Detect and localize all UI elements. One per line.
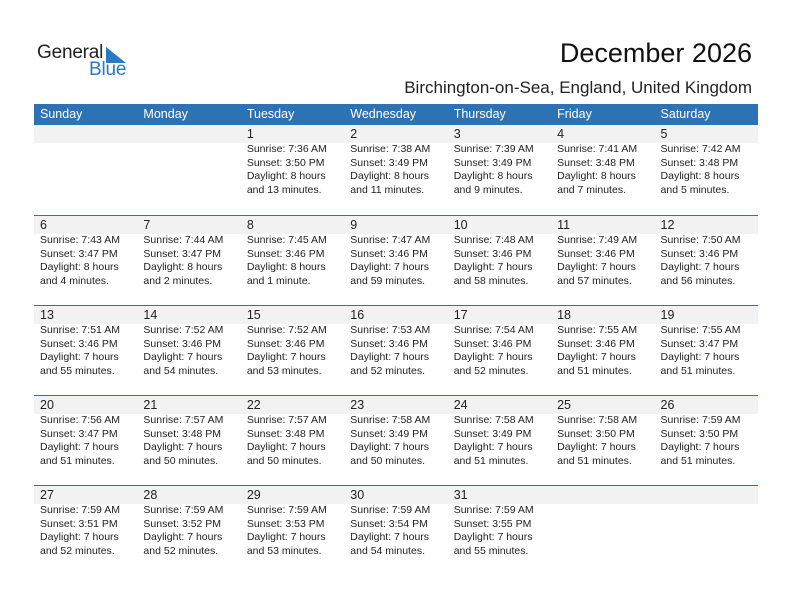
sunrise-text: Sunrise: 7:50 AM xyxy=(660,234,741,246)
daylight-minutes-text: and 50 minutes. xyxy=(350,454,425,467)
day-cell xyxy=(137,486,240,558)
day-cell xyxy=(34,216,137,288)
daylight-text: Daylight: 7 hours xyxy=(40,351,119,364)
sunrise-text: Sunrise: 7:44 AM xyxy=(143,234,224,246)
sunset-text: Sunset: 3:46 PM xyxy=(660,247,739,260)
sunrise-text: Sunrise: 7:52 AM xyxy=(246,324,327,336)
daylight-text: Daylight: 7 hours xyxy=(660,261,740,274)
sunrise-text: Sunrise: 7:45 AM xyxy=(246,234,327,246)
logo-text-general: General xyxy=(37,42,104,63)
daylight-text: Daylight: 7 hours xyxy=(143,441,223,454)
daylight-minutes-text: and 51 minutes. xyxy=(40,454,115,467)
sunrise-text: Sunrise: 7:49 AM xyxy=(557,234,638,246)
weekday-saturday: Saturday xyxy=(660,107,711,121)
week-cells xyxy=(34,306,758,378)
week-row xyxy=(34,215,758,305)
day-cell xyxy=(655,216,758,288)
sunset-text: Sunset: 3:46 PM xyxy=(143,337,222,350)
day-number: 1 xyxy=(246,127,254,141)
sunrise-text: Sunrise: 7:57 AM xyxy=(246,414,327,426)
day-cell xyxy=(344,125,447,197)
daylight-minutes-text: and 4 minutes. xyxy=(40,274,109,287)
week-row xyxy=(34,125,758,215)
daylight-text: Daylight: 7 hours xyxy=(143,351,223,364)
daylight-text: Daylight: 7 hours xyxy=(143,531,223,544)
daylight-text: Daylight: 7 hours xyxy=(246,531,326,544)
sunrise-text: Sunrise: 7:58 AM xyxy=(453,414,534,426)
sunset-text: Sunset: 3:49 PM xyxy=(453,156,532,169)
daylight-text: Daylight: 8 hours xyxy=(40,261,119,274)
daylight-text: Daylight: 7 hours xyxy=(557,441,636,454)
sunset-text: Sunset: 3:49 PM xyxy=(453,427,532,440)
daylight-text: Daylight: 7 hours xyxy=(453,351,533,364)
daylight-minutes-text: and 11 minutes. xyxy=(350,183,425,196)
day-cell xyxy=(137,125,240,197)
day-number: 11 xyxy=(557,218,571,232)
sunset-text: Sunset: 3:47 PM xyxy=(143,247,222,260)
daylight-text: Daylight: 7 hours xyxy=(246,441,326,454)
sunset-text: Sunset: 3:53 PM xyxy=(246,517,325,530)
sunrise-text: Sunrise: 7:43 AM xyxy=(40,234,120,246)
daylight-text: Daylight: 7 hours xyxy=(453,261,533,274)
sunrise-text: Sunrise: 7:54 AM xyxy=(453,324,534,336)
daylight-text: Daylight: 8 hours xyxy=(246,261,326,274)
day-number: 14 xyxy=(143,308,158,322)
day-cell xyxy=(448,306,551,378)
sunset-text: Sunset: 3:52 PM xyxy=(143,517,222,530)
sunset-text: Sunset: 3:50 PM xyxy=(660,427,739,440)
daylight-text: Daylight: 7 hours xyxy=(557,261,636,274)
week-cells xyxy=(34,125,758,197)
day-cell xyxy=(34,486,137,558)
day-cell xyxy=(655,306,758,378)
sunrise-text: Sunrise: 7:58 AM xyxy=(350,414,431,426)
daylight-text: Daylight: 8 hours xyxy=(660,170,740,183)
day-number: 25 xyxy=(557,398,572,412)
day-number: 21 xyxy=(143,398,158,412)
day-number xyxy=(557,486,654,504)
location-subtitle: Birchington-on-Sea, England, United Kingdom xyxy=(404,78,752,97)
day-cell xyxy=(241,216,344,288)
sunset-text: Sunset: 3:49 PM xyxy=(350,156,428,169)
sunset-text: Sunset: 3:46 PM xyxy=(350,247,428,260)
daylight-text: Daylight: 7 hours xyxy=(660,441,740,454)
sunset-text: Sunset: 3:46 PM xyxy=(246,337,325,350)
sunrise-text: Sunrise: 7:55 AM xyxy=(557,324,638,336)
daylight-minutes-text: and 51 minutes. xyxy=(453,454,529,467)
sunset-text: Sunset: 3:49 PM xyxy=(350,427,428,440)
day-number: 26 xyxy=(660,398,675,412)
day-cell xyxy=(655,396,758,468)
daylight-minutes-text: and 13 minutes. xyxy=(246,183,322,196)
sunrise-text: Sunrise: 7:59 AM xyxy=(660,414,741,426)
day-number: 15 xyxy=(246,308,261,322)
day-cell xyxy=(241,125,344,197)
day-number: 3 xyxy=(453,127,461,141)
daylight-text: Daylight: 7 hours xyxy=(40,531,119,544)
day-cell xyxy=(448,486,551,558)
sunrise-text: Sunrise: 7:42 AM xyxy=(660,143,741,155)
daylight-minutes-text: and 51 minutes. xyxy=(557,454,632,467)
day-number: 31 xyxy=(453,488,468,502)
daylight-minutes-text: and 52 minutes. xyxy=(40,544,115,557)
sunrise-text: Sunrise: 7:39 AM xyxy=(453,143,534,155)
day-cell xyxy=(655,125,758,197)
daylight-text: Daylight: 7 hours xyxy=(557,351,636,364)
daylight-minutes-text: and 52 minutes. xyxy=(453,364,529,377)
weeks-container xyxy=(34,125,758,575)
day-number: 5 xyxy=(660,127,668,141)
daylight-text: Daylight: 7 hours xyxy=(246,351,326,364)
day-number: 6 xyxy=(40,218,47,232)
sunrise-text: Sunrise: 7:57 AM xyxy=(143,414,224,426)
day-number: 4 xyxy=(557,127,565,141)
daylight-minutes-text: and 54 minutes. xyxy=(143,364,219,377)
page-title: December 2026 xyxy=(559,38,752,68)
day-number: 17 xyxy=(453,308,468,322)
sunset-text: Sunset: 3:46 PM xyxy=(557,337,635,350)
calendar-grid xyxy=(34,104,758,575)
weekday-sunday: Sunday xyxy=(40,107,83,121)
sunrise-text: Sunrise: 7:51 AM xyxy=(40,324,120,336)
weekday-friday: Friday xyxy=(557,107,592,121)
logo xyxy=(37,42,137,82)
day-cell xyxy=(655,486,758,558)
sunrise-text: Sunrise: 7:59 AM xyxy=(143,504,224,516)
day-number: 9 xyxy=(350,218,358,232)
sunset-text: Sunset: 3:46 PM xyxy=(453,337,532,350)
daylight-minutes-text: and 53 minutes. xyxy=(246,364,322,377)
day-cell xyxy=(344,216,447,288)
day-cell xyxy=(551,216,654,288)
sunrise-text: Sunrise: 7:59 AM xyxy=(246,504,327,516)
day-number: 13 xyxy=(40,308,54,322)
week-cells xyxy=(34,216,758,288)
day-number: 8 xyxy=(246,218,254,232)
daylight-text: Daylight: 8 hours xyxy=(143,261,223,274)
sunrise-text: Sunrise: 7:48 AM xyxy=(453,234,534,246)
daylight-minutes-text: and 56 minutes. xyxy=(660,274,736,287)
sunrise-text: Sunrise: 7:53 AM xyxy=(350,324,431,336)
sunset-text: Sunset: 3:50 PM xyxy=(246,156,325,169)
daylight-minutes-text: and 52 minutes. xyxy=(143,544,219,557)
sunrise-text: Sunrise: 7:59 AM xyxy=(40,504,120,516)
day-number: 30 xyxy=(350,488,365,502)
day-cell xyxy=(344,486,447,558)
daylight-text: Daylight: 8 hours xyxy=(453,170,533,183)
daylight-minutes-text: and 51 minutes. xyxy=(557,364,632,377)
day-number: 19 xyxy=(660,308,675,322)
day-cell xyxy=(344,396,447,468)
day-number: 24 xyxy=(453,398,468,412)
daylight-minutes-text: and 50 minutes. xyxy=(143,454,219,467)
day-cell xyxy=(344,306,447,378)
daylight-minutes-text: and 50 minutes. xyxy=(246,454,322,467)
daylight-minutes-text: and 53 minutes. xyxy=(246,544,322,557)
day-cell xyxy=(551,125,654,197)
day-cell xyxy=(241,306,344,378)
daylight-minutes-text: and 9 minutes. xyxy=(453,183,523,196)
week-cells xyxy=(34,396,758,468)
day-number: 22 xyxy=(246,398,261,412)
day-cell xyxy=(551,486,654,558)
day-cell xyxy=(137,216,240,288)
daylight-text: Daylight: 7 hours xyxy=(453,531,533,544)
day-number: 12 xyxy=(660,218,675,232)
sunrise-text: Sunrise: 7:59 AM xyxy=(453,504,534,516)
sunrise-text: Sunrise: 7:41 AM xyxy=(557,143,638,155)
week-row xyxy=(34,485,758,575)
day-cell xyxy=(241,486,344,558)
sunrise-text: Sunrise: 7:59 AM xyxy=(350,504,431,516)
daylight-minutes-text: and 55 minutes. xyxy=(40,364,115,377)
daylight-minutes-text: and 2 minutes. xyxy=(143,274,213,287)
sunset-text: Sunset: 3:51 PM xyxy=(40,517,118,530)
logo-text-blue: Blue xyxy=(89,59,127,80)
weekday-wednesday: Wednesday xyxy=(350,107,417,121)
day-number: 10 xyxy=(453,218,468,232)
sunset-text: Sunset: 3:46 PM xyxy=(557,247,635,260)
daylight-minutes-text: and 59 minutes. xyxy=(350,274,425,287)
week-row xyxy=(34,395,758,485)
weekday-thursday: Thursday xyxy=(453,107,506,121)
day-cell xyxy=(34,396,137,468)
sunset-text: Sunset: 3:54 PM xyxy=(350,517,428,530)
sunrise-text: Sunrise: 7:38 AM xyxy=(350,143,431,155)
day-number: 16 xyxy=(350,308,365,322)
sunset-text: Sunset: 3:46 PM xyxy=(246,247,325,260)
sunrise-text: Sunrise: 7:52 AM xyxy=(143,324,224,336)
day-number: 20 xyxy=(40,398,54,412)
sunset-text: Sunset: 3:48 PM xyxy=(143,427,222,440)
daylight-minutes-text: and 51 minutes. xyxy=(660,364,736,377)
daylight-text: Daylight: 8 hours xyxy=(557,170,636,183)
day-number: 7 xyxy=(143,218,151,232)
daylight-text: Daylight: 7 hours xyxy=(660,351,740,364)
day-cell xyxy=(34,125,137,197)
sunset-text: Sunset: 3:46 PM xyxy=(40,337,118,350)
daylight-text: Daylight: 7 hours xyxy=(350,441,430,454)
sunrise-text: Sunrise: 7:47 AM xyxy=(350,234,431,246)
sunrise-text: Sunrise: 7:36 AM xyxy=(246,143,327,155)
sunset-text: Sunset: 3:55 PM xyxy=(453,517,532,530)
day-cell xyxy=(448,396,551,468)
daylight-minutes-text: and 54 minutes. xyxy=(350,544,425,557)
daylight-text: Daylight: 7 hours xyxy=(350,351,430,364)
sunset-text: Sunset: 3:47 PM xyxy=(40,247,118,260)
weekday-monday: Monday xyxy=(143,107,188,121)
week-row xyxy=(34,305,758,395)
day-number xyxy=(661,486,758,504)
daylight-minutes-text: and 1 minute. xyxy=(246,274,311,287)
daylight-minutes-text: and 51 minutes. xyxy=(660,454,736,467)
day-number xyxy=(143,125,240,143)
day-number: 23 xyxy=(350,398,365,412)
daylight-text: Daylight: 7 hours xyxy=(453,441,533,454)
sunset-text: Sunset: 3:46 PM xyxy=(350,337,428,350)
day-cell xyxy=(137,306,240,378)
daylight-text: Daylight: 7 hours xyxy=(350,261,430,274)
daylight-minutes-text: and 57 minutes. xyxy=(557,274,632,287)
daylight-minutes-text: and 55 minutes. xyxy=(453,544,529,557)
weekday-tuesday: Tuesday xyxy=(246,107,295,121)
sunset-text: Sunset: 3:50 PM xyxy=(557,427,635,440)
day-number: 2 xyxy=(350,127,358,141)
sunset-text: Sunset: 3:48 PM xyxy=(557,156,635,169)
daylight-minutes-text: and 7 minutes. xyxy=(557,183,626,196)
daylight-minutes-text: and 5 minutes. xyxy=(660,183,730,196)
daylight-text: Daylight: 7 hours xyxy=(350,531,430,544)
sunset-text: Sunset: 3:47 PM xyxy=(660,337,739,350)
daylight-minutes-text: and 58 minutes. xyxy=(453,274,529,287)
day-number: 28 xyxy=(143,488,158,502)
day-number xyxy=(40,125,137,143)
day-cell xyxy=(551,396,654,468)
daylight-text: Daylight: 8 hours xyxy=(350,170,430,183)
day-cell xyxy=(448,216,551,288)
sunrise-text: Sunrise: 7:56 AM xyxy=(40,414,120,426)
daylight-minutes-text: and 52 minutes. xyxy=(350,364,425,377)
day-cell xyxy=(34,306,137,378)
week-cells xyxy=(34,486,758,558)
daylight-text: Daylight: 8 hours xyxy=(246,170,326,183)
day-cell xyxy=(448,125,551,197)
day-number: 27 xyxy=(40,488,54,502)
day-number: 29 xyxy=(246,488,261,502)
sunset-text: Sunset: 3:47 PM xyxy=(40,427,118,440)
sunset-text: Sunset: 3:48 PM xyxy=(246,427,325,440)
day-cell xyxy=(241,396,344,468)
day-number: 18 xyxy=(557,308,572,322)
day-cell xyxy=(551,306,654,378)
weekday-header-row xyxy=(34,104,758,125)
sunrise-text: Sunrise: 7:55 AM xyxy=(660,324,741,336)
sunrise-text: Sunrise: 7:58 AM xyxy=(557,414,638,426)
sunset-text: Sunset: 3:48 PM xyxy=(660,156,739,169)
sunset-text: Sunset: 3:46 PM xyxy=(453,247,532,260)
daylight-text: Daylight: 7 hours xyxy=(40,441,119,454)
day-cell xyxy=(137,396,240,468)
